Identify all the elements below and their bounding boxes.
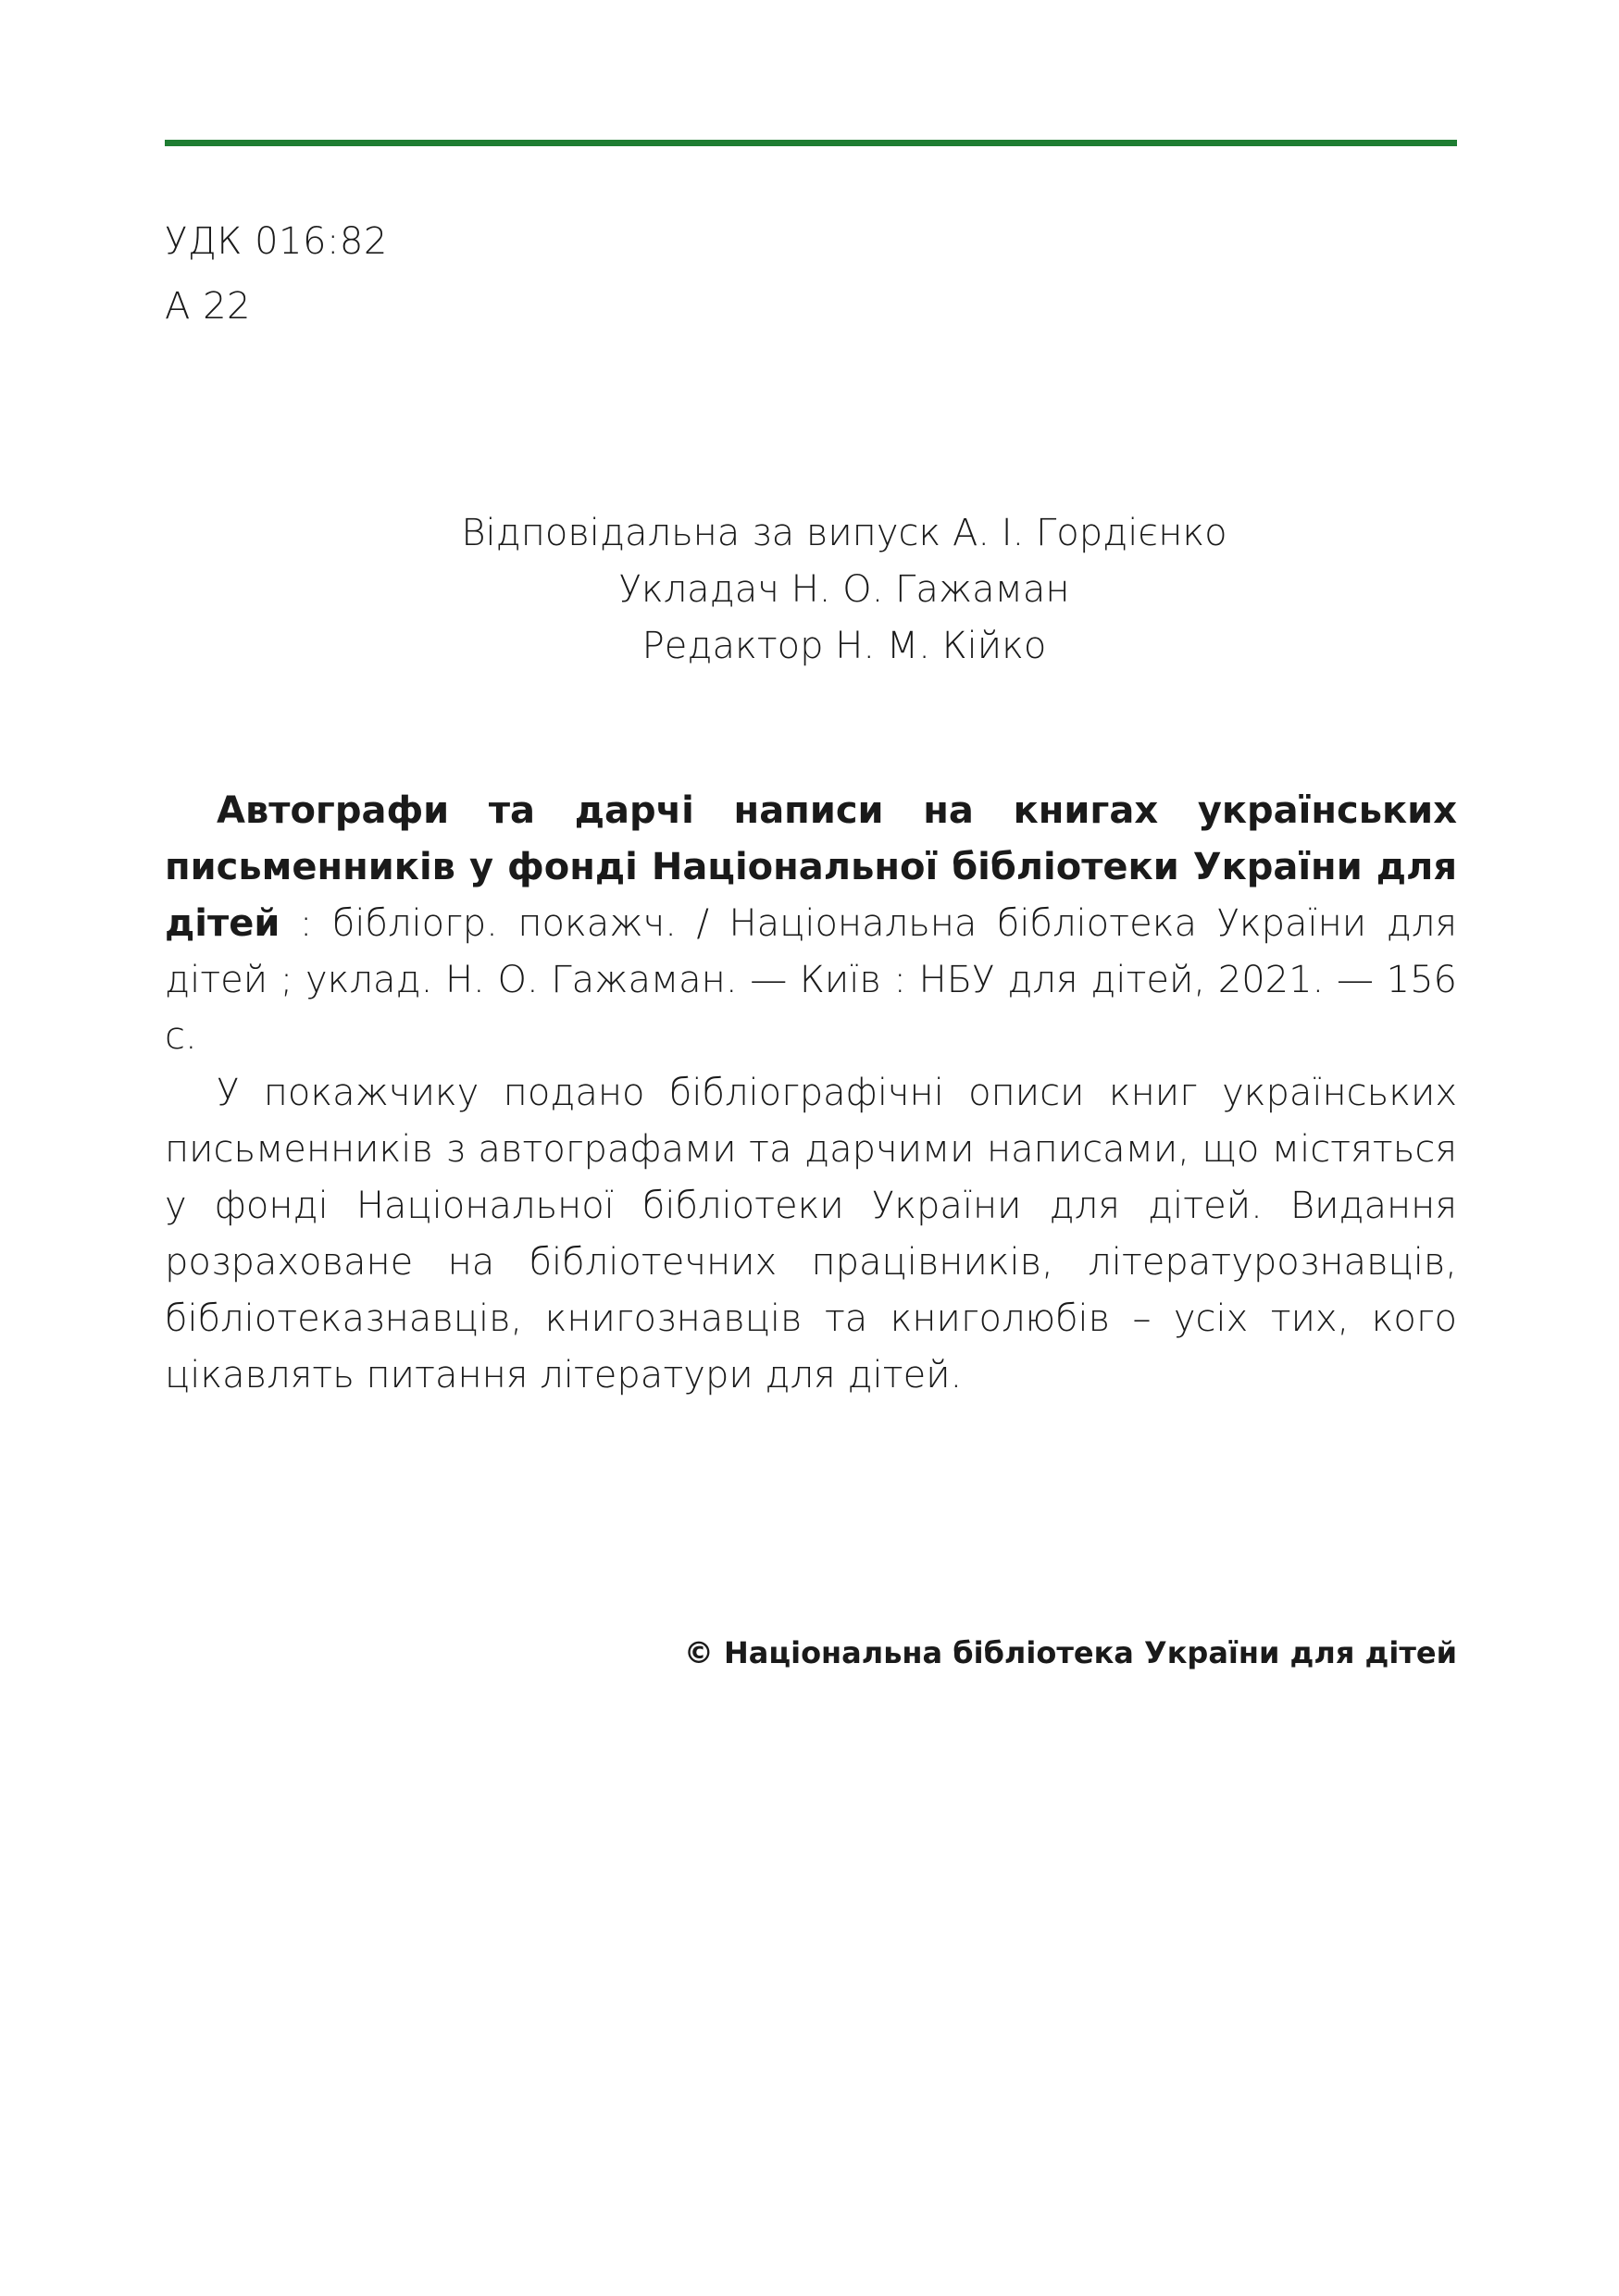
bibliographic-record <box>165 783 1457 1065</box>
responsible-line: Відповідальна за випуск А. І. Гордієнко <box>461 512 1227 554</box>
udk-code: УДК 016:82 <box>165 220 388 263</box>
book-title: Автографи та дарчі написи на книгах українських письменників у фонді Національної бібліотеки України для дітей <box>165 789 1457 945</box>
classification-block <box>165 209 388 339</box>
top-green-rule <box>165 140 1457 146</box>
credits-block <box>165 505 1457 675</box>
author-mark: А 22 <box>165 285 251 328</box>
compiler-line: Укладач Н. О. Гажаман <box>618 568 1070 611</box>
copyright-notice: © Національна бібліотека України для дітей <box>683 1635 1457 1670</box>
editor-line: Редактор Н. М. Кійко <box>641 625 1047 667</box>
summary-paragraph: У покажчику подано бібліографічні описи книг українських письменників з автографами та дарчими написами, що містяться у фонді Національної бібліотеки України для дітей. Видання розраховане на бібліотечних працівників, літературознавців, бібліотеказнавців, книгознавців та книголюбів – усіх тих, кого цікавлять питання літератури для дітей. <box>165 1072 1457 1396</box>
annotation-block <box>165 783 1457 1404</box>
bibliographic-description: : бібліогр. покажч. / Національна бібліотека України для дітей ; уклад. Н. О. Гажаман. — Київ : НБУ для дітей, 2021. — 156 с. <box>165 902 1457 1058</box>
